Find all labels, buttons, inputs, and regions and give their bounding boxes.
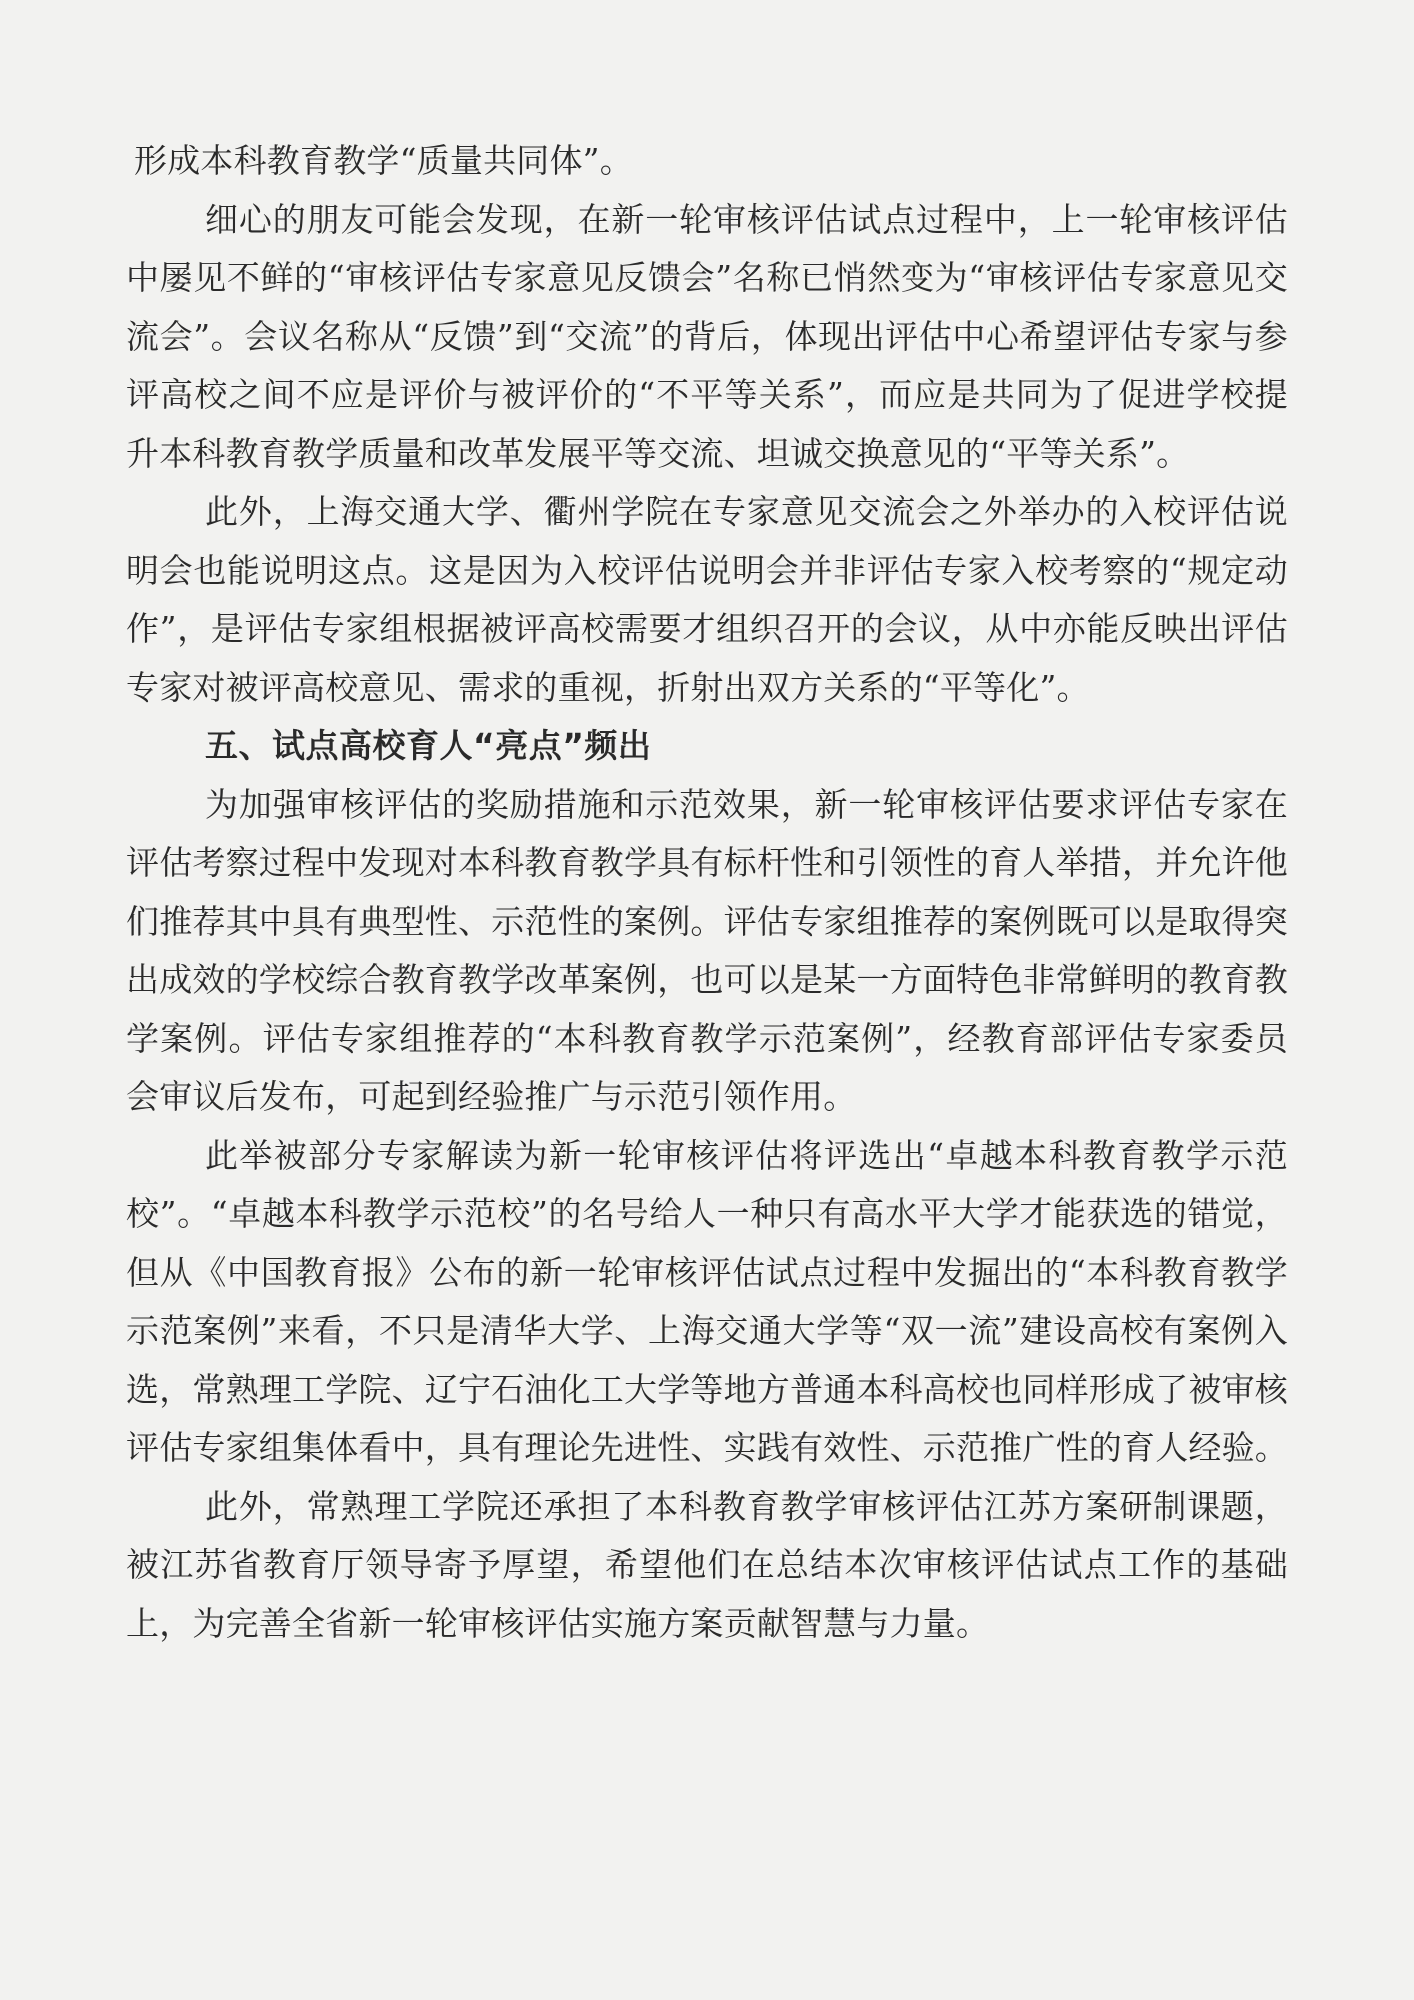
paragraph-demonstration-cases: 为加强审核评估的奖励措施和示范效果，新一轮审核评估要求评估专家在评估考察过程中发现对本科教育教学具有标杆性和引领性的育人举措，并允许他们推荐其中具有典型性、示范性的案例。评估专家组推荐的案例既可以是取得突出成效的学校综合教育教学改革案例，也可以是某一方面特色非常鲜明的教育教学案例。评估专家组推荐的“本科教育教学示范案例”，经教育部评估专家委员会审议后发布，可起到经验推广与示范引领作用。	[126, 784, 1288, 1116]
section-heading: 五、试点高校育人“亮点”频出	[205, 726, 652, 765]
paragraph-jiangsu-plan: 此外，常熟理工学院还承担了本科教育教学审核评估江苏方案研制课题，被江苏省教育厅领导寄予厚望，希望他们在总结本次审核评估试点工作的基础上，为完善全省新一轮审核评估实施方案贡献智慧与力量。	[126, 1486, 1288, 1643]
document-page	[126, 132, 1288, 1653]
paragraph-feedback-meeting: 细心的朋友可能会发现，在新一轮审核评估试点过程中，上一轮审核评估中屡见不鲜的“审核评估专家意见反馈会”名称已悄然变为“审核评估专家意见交流会”。会议名称从“反馈”到“交流”的背后，体现出评估中心希望评估专家与参评高校之间不应是评价与被评价的“不平等关系”，而应是共同为了促进学校提升本科教育教学质量和改革发展平等交流、坦诚交换意见的“平等关系”。	[126, 199, 1288, 473]
paragraph-continuation: 形成本科教育教学“质量共同体”。	[134, 141, 633, 180]
paragraph-briefing-session: 此外，上海交通大学、衢州学院在专家意见交流会之外举办的入校评估说明会也能说明这点。这是因为入校评估说明会并非评估专家入校考察的“规定动作”，是评估专家组根据被评高校需要才组织召开的会议，从中亦能反映出评估专家对被评高校意见、需求的重视，折射出双方关系的“平等化”。	[126, 492, 1288, 707]
paragraph-expert-interpretation: 此举被部分专家解读为新一轮审核评估将评选出“卓越本科教育教学示范校”。“卓越本科教学示范校”的名号给人一种只有高水平大学才能获选的错觉，但从《中国教育报》公布的新一轮审核评估试点过程中发掘出的“本科教育教学示范案例”来看，不只是清华大学、上海交通大学等“双一流”建设高校有案例入选，常熟理工学院、辽宁石油化工大学等地方普通本科高校也同样形成了被审核评估专家组集体看中，具有理论先进性、实践有效性、示范推广性的育人经验。	[126, 1135, 1288, 1467]
